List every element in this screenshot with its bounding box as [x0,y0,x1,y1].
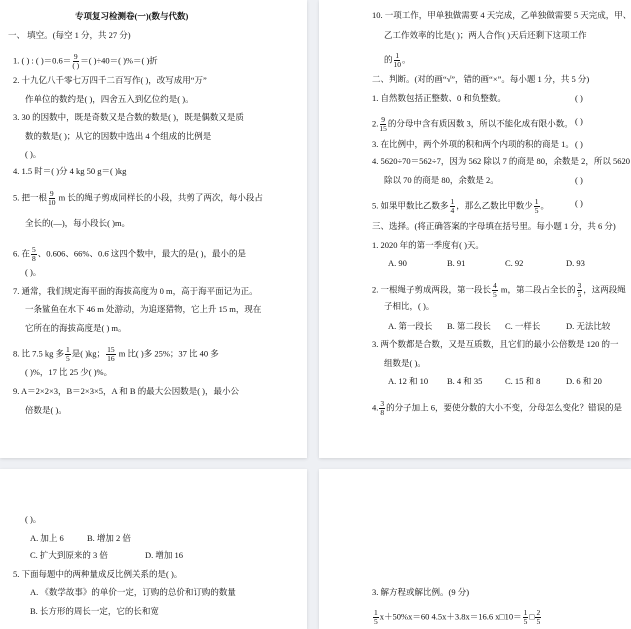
line-text: C. 92 [505,258,524,268]
question-line [447,258,465,269]
line-text: 4. 1.5 时＝( )分 4 kg 50 g＝( )kg [13,166,127,176]
line-text: C. 15 和 8 [505,376,541,386]
question-line [25,405,67,416]
section-fill-blank-heading [8,30,131,41]
line-text: ＝( )÷40＝( )%＝( )折 [80,55,158,66]
question-line [30,606,159,617]
section-judge-heading [372,74,589,85]
fraction-numerator: 5 [32,245,36,254]
question-line [13,112,244,123]
line-text: 7. 通常，我们规定海平面的海拔高度为 0 m，高于海平面记为正。 [13,286,258,296]
question-line [372,93,506,104]
fraction-numerator: 15 [107,345,115,354]
fraction [48,190,56,207]
worksheet-title [75,11,188,22]
line-text: 的 [384,54,393,65]
fraction [379,400,385,417]
question-line [25,367,112,378]
question-line [13,166,126,177]
fraction [450,198,456,215]
line-text: ( ) [575,175,583,185]
question-line [447,321,491,332]
fraction-numerator: 4 [493,281,497,290]
fraction [534,198,540,215]
page-2 [319,0,631,458]
question-line [372,587,469,598]
fraction-denominator: 8 [32,254,36,263]
line-text: ( )。 [25,267,42,277]
line-text: 三、选择。(将正确答案的字母填在括号里。每小题 1 分，共 6 分) [372,221,616,231]
question-line [388,321,432,332]
question-line [13,346,219,363]
line-text: 10. 一项工作，甲单独做需要 4 天完成，乙单独做需要 5 天完成，甲、 [372,10,631,20]
question-line [384,30,587,41]
question-line [25,304,261,315]
question-line [372,139,574,150]
fraction-denominator: 15 [379,124,387,133]
fraction-numerator: 3 [577,281,582,290]
line-text: B. 第二段长 [447,321,491,331]
line-text: m 长的绳子剪成同样长的小段，共剪了两次，每小段占 [56,192,263,203]
line-text: 、0.606、66%、0.6̇ 这四个数中，最大的是( )，最小的是 [37,248,247,259]
question-line [372,156,630,167]
fraction-numerator: 9 [381,115,385,124]
fraction-denominator: ( ) [72,61,80,70]
line-text: D. 无法比较 [566,321,611,331]
line-text: 6. 在 [13,248,31,259]
line-text: m，第二段占全长的 [498,284,576,295]
line-text: C. 一样长 [505,321,541,331]
line-text: 它所在的海拔高度是( ) m。 [25,323,127,333]
line-text: A. 90 [388,258,407,268]
question-line [372,609,542,626]
question-line [13,246,246,263]
line-text: 3. 30 的因数中，既是奇数又是合数的数是( )，既是偶数又是质 [13,112,244,122]
question-line [13,286,258,297]
fraction [31,246,37,263]
fraction [535,609,541,626]
question-line [25,94,194,105]
line-text: ( ) [575,93,583,103]
line-text: 全长的(—)，每小段长( )m。 [25,218,131,228]
line-text: 3. 在比例中，两个外项的积和两个内项的积的商是 1。 [372,139,574,149]
line-text: A. 12 和 10 [388,376,429,386]
page-3 [0,469,307,629]
line-text: D. 6 和 20 [566,376,602,386]
question-line [25,323,127,334]
question-line [384,358,426,369]
fraction [373,609,379,626]
question-line [505,376,540,387]
fraction-denominator: 5 [493,290,497,299]
question-line [145,550,183,561]
line-text: 作单位的数约是( )，四舍五入到亿位约是( )。 [25,94,194,104]
question-line [30,533,64,544]
fraction [72,53,79,70]
line-text: 2. 十九亿八千零七万四千二百写作( )，改写成用“万” [13,75,207,85]
question-line [575,175,583,186]
line-text: 2. [372,118,379,129]
line-text: A. 第一段长 [388,321,433,331]
fraction [394,52,402,69]
line-text: B. 4 和 35 [447,376,483,386]
line-text: 4. 5620÷70＝562÷7，因为 562 除以 7 的商是 80，余数是 2，所以 5620 [372,156,630,166]
line-text: 1. ( ) : ( )＝0.6＝ [13,55,72,66]
fraction-denominator: 5 [374,617,378,626]
question-line [575,93,583,104]
fraction [492,282,498,299]
fraction-denominator: 5 [577,290,582,299]
line-text: D. 93 [566,258,585,268]
question-line [30,587,236,598]
line-text: ( )。 [25,149,42,159]
question-line [384,52,411,69]
question-line [13,569,182,580]
line-text: 的分母中含有质因数 3，所以不能化成有限小数。 [387,118,573,129]
line-text: ( ) [575,198,583,208]
fraction-numerator: 1 [450,197,455,206]
question-line [566,258,585,269]
fraction-denominator: 8 [380,408,385,417]
question-line [372,240,484,251]
fraction-numerator: 2 [536,608,541,617]
line-text: ，那么乙数比甲数少 [456,200,533,211]
question-line [13,53,158,70]
line-text: 5. 如果甲数比乙数多 [372,200,449,211]
line-text: 2. 一根绳子剪成两段，第一段长 [372,284,492,295]
fraction-denominator: 10 [48,198,56,207]
line-text: 一条鲨鱼在水下 46 m 处游动，为追逐猎物，它上升 15 m，现在 [25,304,262,314]
page-4 [319,469,631,629]
question-line [25,218,130,229]
question-line [388,376,428,387]
line-text: m 比( )多 25%；37 比 40 多 [116,348,219,359]
question-line [25,131,211,142]
fraction-numerator: 9 [49,189,54,198]
line-text: 数的数是( )；从它的因数中选出 4 个组成的比例是 [25,131,212,141]
line-text: 3. 两个数都是合数，又是互质数，且它们的最小公倍数是 120 的一 [372,339,619,349]
line-text: B. 长方形的周长一定，它的长和宽 [30,606,159,616]
line-text: A. 《数学故事》的单价一定，订购的总价和订购的数量 [30,587,236,597]
question-line [372,400,622,417]
question-line [566,376,602,387]
fraction-numerator: 1 [395,51,400,60]
fraction-denominator: 16 [107,354,115,363]
question-line [505,321,540,332]
question-line [13,386,239,397]
fraction-numerator: 3 [380,399,385,408]
line-text: ( ) [575,139,583,149]
question-line [575,198,583,209]
line-text: D. 增加 16 [145,550,184,560]
question-line [25,514,41,525]
question-line [30,550,108,561]
line-text: C. 扩大到原来的 3 倍 [30,550,108,560]
line-text: 乙工作效率的比是( )；两人合作( )天后还剩下这项工作 [384,30,587,40]
line-text: ( )。 [25,514,42,524]
line-text: 4. [372,402,379,413]
line-text: 倍数是( )。 [25,405,67,415]
line-text: ( )%，17 比 25 少( )%。 [25,367,113,377]
question-line [372,116,573,133]
line-text: 1. 自然数包括正整数、0 和负整数。 [372,93,506,103]
line-text: 8. 比 7.5 kg 多 [13,348,65,359]
section-choice-heading [372,221,616,232]
fraction-denominator: 5 [523,617,528,626]
line-text: ( ) [575,116,583,126]
line-text: 5. 下面每题中的两种量成反比例关系的是( )。 [13,569,183,579]
fraction-denominator: 4 [450,206,455,215]
line-text: 组数是( )。 [384,358,426,368]
line-text: 。 [402,54,411,65]
fraction-denominator: 5 [536,617,541,626]
question-line [13,190,263,207]
fraction-denominator: 10 [393,60,402,69]
fraction-denominator: 5 [534,206,539,215]
question-line [575,116,583,127]
question-line [25,149,41,160]
fraction-numerator: 1 [534,197,539,206]
question-line [388,258,407,269]
fraction [106,346,116,363]
question-line [575,139,583,150]
fraction [577,282,583,299]
fraction [379,116,387,133]
fraction-numerator: 1 [374,608,378,617]
question-line [447,376,482,387]
question-line [372,10,631,21]
fraction [523,609,529,626]
question-line [384,175,499,186]
line-text: □ [529,611,535,622]
question-line [87,533,131,544]
line-text: 1. 2020 年的第一季度有( )天。 [372,240,484,250]
page-1 [0,0,307,458]
question-line [13,75,207,86]
line-text: 是( )kg； [71,348,106,359]
fraction-numerator: 1 [66,345,70,354]
line-text: 二、判断。(对的画“√”，错的画“×”。每小题 1 分，共 5 分) [372,74,590,84]
line-text: 。 [540,200,550,211]
fraction-denominator: 5 [66,354,70,363]
question-line [566,321,610,332]
question-line [384,301,434,312]
line-text: B. 增加 2 倍 [87,533,131,543]
fraction-numerator: 1 [523,608,528,617]
line-text: ，这两段绳 [583,284,626,295]
line-text: 的分子加上 6，要使分数的大小不变，分母怎么变化？错误的是 [386,402,623,413]
line-text: 5. 把一根 [13,192,48,203]
line-text: 除以 70 的商是 80，余数是 2。 [384,175,499,185]
line-text: 子相比，( )。 [384,301,435,311]
question-line [372,282,626,299]
question-line [505,258,523,269]
line-text: x＋50%x＝60 4.5x＋3.8x＝16.6 x□10＝ [379,611,522,622]
line-text: A. 加上 6 [30,533,64,543]
fraction [65,346,71,363]
line-text: 一、 填空。(每空 1 分，共 27 分) [8,30,131,40]
line-text: 9. A＝2×2×3，B＝2×3×5，A 和 B 的最大公因数是( )，最小公 [13,386,240,396]
question-line [372,198,549,215]
question-line [372,339,619,350]
line-text: 专项复习检测卷(一)(数与代数) [75,11,189,21]
fraction-numerator: 9 [73,52,78,61]
line-text: 3. 解方程或解比例。(9 分) [372,587,470,597]
line-text: B. 91 [447,258,466,268]
question-line [25,267,41,278]
